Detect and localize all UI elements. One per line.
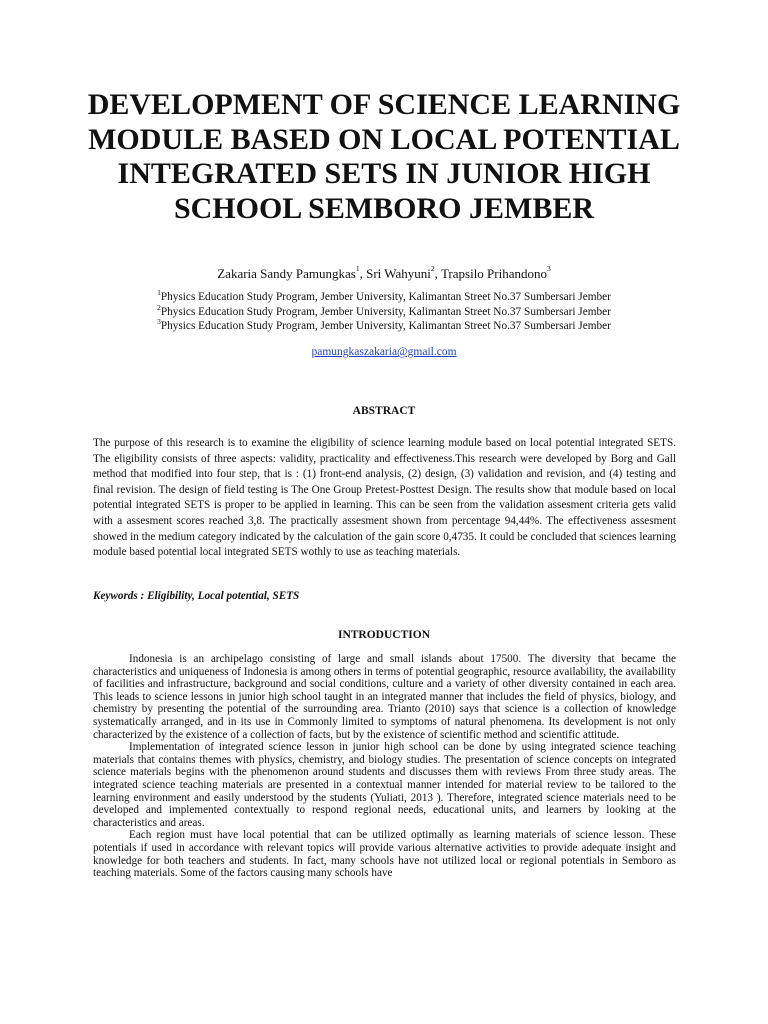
affiliation-marker: 3 (157, 317, 161, 326)
author-name: Sri Wahyuni (366, 266, 431, 281)
introduction-heading: INTRODUCTION (337, 629, 430, 641)
affiliation-list (0, 290, 768, 334)
introduction-paragraph: Each region must have local potential that can be utilized optimally as learning materials of science lesson. These potentials if used in accordance with relevant topics will provide various alternative activities to provide adequate insight and knowledge for both teachers and students. In fact, many schools have not utilized local or regional potentials in Semboro as teaching materials. Some of the factors causing many schools have (93, 829, 676, 880)
affiliation (0, 319, 768, 334)
author-affiliation-marker: 3 (547, 264, 551, 273)
email-line (0, 346, 768, 358)
author-list: Zakaria Sandy Pamungkas$^1$, Sri Wahyuni$^2$, Trapsilo Prihandono$^3$ (217, 264, 551, 281)
author-affiliation-marker: 2 (430, 264, 435, 273)
introduction-paragraph: Indonesia is an archipelago consisting of large and small islands about 17500. The diversity that became the characteristics and uniqueness of Indonesia is among others in terms of potential geographic, resource availability, the availability of facilities and infrastructure, background and social conditions, culture and a variety of other diversity contained in each area. This leads to science lessons in junior high school taught in an integrated manner that includes the field of physics, biology, and chemistry by presenting the potential of the surrounding area. Trianto (2010) says that science is a collection of knowledge systematically arranged, and in its use in Commonly limited to symptoms of natural phenomena. Its development is not only characterized by the existence of a collection of facts, but by the existence of scientific method and scientific attitude. (93, 653, 676, 741)
email-link[interactable]: pamungkaszakaria@gmail.com (311, 346, 457, 358)
keywords-line: Keywords : Eligibility, Local potential, SETS (93, 590, 300, 602)
affiliation-marker: 2 (157, 302, 161, 312)
affiliation-text: Physics Education Study Program, Jember University, Kalimantan Street No.37 Sumbersari Jember (160, 291, 611, 303)
author-name: Zakaria Sandy Pamungkas (217, 266, 356, 281)
affiliation-marker: 1 (157, 288, 161, 297)
paper-title: DEVELOPMENT OF SCIENCE LEARNING MODULE BASED ON LOCAL POTENTIAL INTEGRATED SETS IN JUNIOR HIGH SCHOOL SEMBORO JEMBER (87, 88, 681, 225)
abstract-heading: ABSTRACT (352, 405, 416, 417)
affiliation-text: Physics Education Study Program, Jember University, Kalimantan Street No.37 Sumbersari Jember (160, 305, 611, 318)
author-name: Trapsilo Prihandono (440, 266, 547, 281)
introduction-paragraph: Implementation of integrated science lesson in junior high school can be done by using integrated science teaching materials that contains themes with physics, chemistry, and biology studies. The presentation of science concepts on integrated science materials begins with the phenomenon around students and discusses them with reviews From three study areas. The integrated science teaching materials are presented in a contextual manner intended for material review to be tailored to the learning environment and easily understood by the students (Yuliati, 2013 ). Therefore, integrated science materials need to be developed and implemented contextually to respond regional needs, educational units, and learners by looking at the characteristics and areas. (93, 741, 676, 829)
introduction-body (93, 653, 676, 880)
abstract-body: The purpose of this research is to examine the eligibility of science learning module based on local potential integrated SETS. The eligibility consists of three aspects: validity, practicality and effectiveness.This research were developed by Borg and Gall method that modified into four step, that is : (1) front-end analysis, (2) design, (3) validation and revision, and (4) testing and final revision. The design of field testing is The One Group Pretest-Posttest Design. The results show that module based on local potential integrated SETS is proper to be applied in learning. This can be seen from the validation assesment criteria gets valid with a assesment scores reached 3,8. The practically assesment shown from percentage 94,44%. The effectiveness assesment showed in the medium category indicated by the calculation of the gain score 0,4735. It could be concluded that sciences learning module based potential local integrated SETS wothly to use as teaching materials. (93, 437, 676, 559)
affiliation (0, 290, 768, 305)
affiliation (0, 302, 768, 320)
author-affiliation-marker: 1 (355, 264, 360, 273)
affiliation-text: Physics Education Study Program, Jember University, Kalimantan Street No.37 Sumbersari Jember (160, 320, 611, 332)
